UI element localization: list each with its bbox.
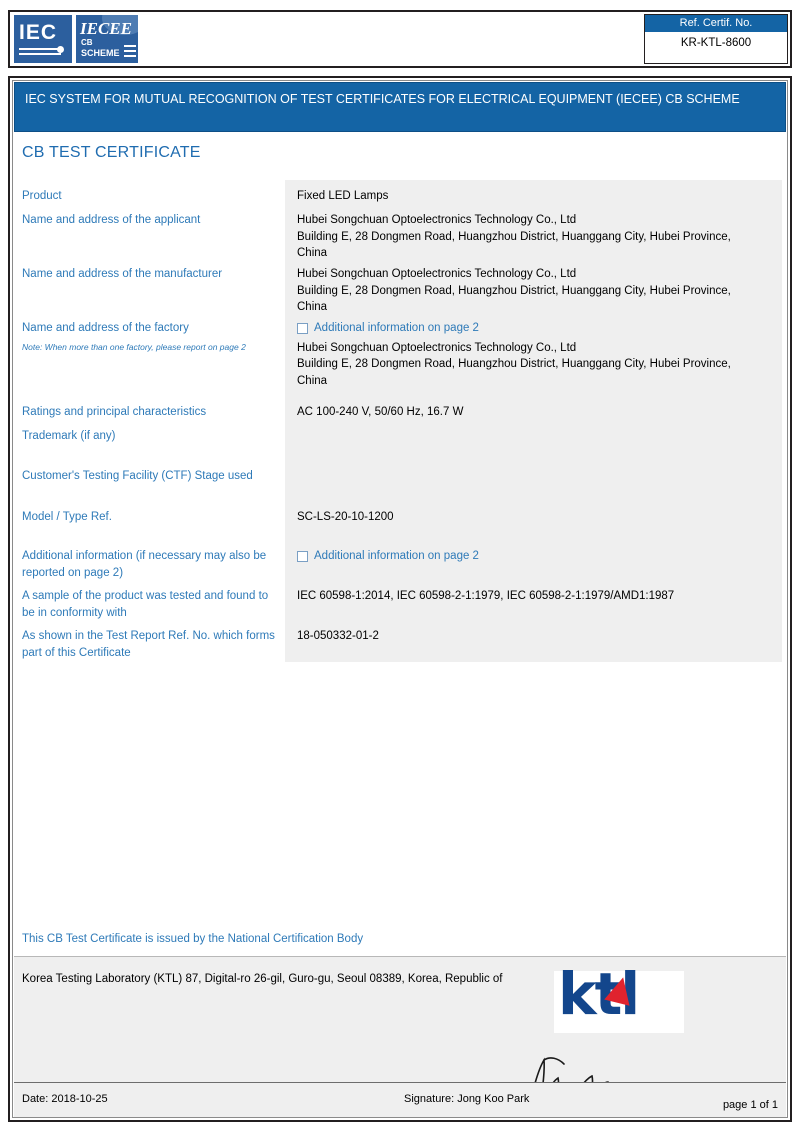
factory-line-3: China (297, 375, 328, 388)
label-trademark: Trademark (if any) (22, 430, 116, 442)
additional-info-checkbox-label: Additional information on page 2 (314, 550, 479, 562)
value-ratings: AC 100-240 V, 50/60 Hz, 16.7 W (297, 406, 464, 418)
label-test-report (22, 628, 280, 661)
label-manufacturer: Name and address of the manufacturer (22, 268, 223, 280)
additional-info-checkbox-row[interactable] (297, 548, 777, 565)
conformity-label-line-2: to be in conformity with (22, 590, 269, 619)
iecee-logo-bar-2 (124, 50, 136, 52)
manufacturer-line-3: China (297, 301, 328, 314)
ref-certif-no-value: KR-KTL-8600 (680, 37, 752, 50)
additional-info-label-line-1: Additional information (if necessary may also be (22, 550, 267, 562)
page-number: page 1 of 1 (722, 1099, 778, 1111)
ktl-logo-text: ktl (558, 960, 639, 1028)
ncb-name: Korea Testing Laboratory (KTL) (22, 973, 183, 985)
additional-info-label-line-2: reported on page 2) (22, 566, 124, 579)
factory-line-2: Building E, 28 Dongmen Road, Huangzhou District, Huanggang City, Hubei Province, (297, 358, 731, 371)
manufacturer-line-1: Hubei Songchuan Optoelectronics Technology Co., Ltd (297, 268, 577, 280)
label-model: Model / Type Ref. (22, 511, 112, 523)
certification-body-details (22, 971, 503, 989)
logo-group (14, 15, 138, 63)
issued-by-line: This CB Test Certificate is issued by the National Certification Body (22, 933, 364, 945)
value-product: Fixed LED Lamps (297, 190, 389, 202)
iec-logo-icon (14, 15, 72, 63)
iec-logo-dot (57, 46, 64, 53)
label-ctf-stage: Customer's Testing Facility (CTF) Stage used (22, 470, 253, 482)
iecee-logo-text: IECEE (80, 19, 132, 38)
applicant-line-3: China (297, 247, 328, 260)
iecee-logo-bar-3 (124, 55, 136, 57)
iecee-scheme-banner: IEC SYSTEM FOR MUTUAL RECOGNITION OF TEST CERTIFICATES FOR ELECTRICAL EQUIPMENT (IECEE) CB SCHEME (14, 82, 786, 132)
certificate-date: Date: 2018-10-25 (22, 1093, 108, 1105)
value-model: SC-LS-20-10-1200 (297, 511, 394, 523)
factory-note: Note: When more than one factory, please report on page 2 (22, 342, 246, 352)
value-manufacturer (297, 266, 777, 316)
factory-additional-info-label: Additional information on page 2 (314, 322, 479, 334)
checkbox-icon[interactable] (297, 551, 308, 562)
label-product: Product (22, 190, 62, 202)
label-conformity (22, 588, 280, 621)
test-report-label-line-2: forms part of this Certificate (22, 630, 275, 659)
label-applicant: Name and address of the applicant (22, 214, 201, 226)
applicant-line-1: Hubei Songchuan Optoelectronics Technology Co., Ltd (297, 214, 577, 226)
signature-name: Signature: Jong Koo Park (404, 1093, 530, 1105)
label-ratings: Ratings and principal characteristics (22, 406, 207, 418)
ktl-logo-icon (554, 960, 684, 1033)
factory-line-1: Hubei Songchuan Optoelectronics Technology Co., Ltd (297, 341, 577, 354)
page-title: CB TEST CERTIFICATE (22, 144, 201, 161)
iecee-logo-cb-text: CB (81, 38, 93, 47)
iec-logo-bar-top (19, 48, 61, 50)
label-factory: Name and address of the factory (22, 322, 189, 334)
value-applicant (297, 212, 777, 262)
label-additional-information (22, 548, 280, 581)
iec-logo-bar-bottom (19, 53, 61, 55)
factory-additional-info-checkbox-row[interactable] (297, 320, 777, 337)
ref-certif-no-label: Ref. Certif. No. (645, 15, 787, 32)
certificate-footer-bar (14, 1082, 786, 1117)
header-strip (8, 10, 792, 68)
ncb-address: 87, Digital-ro 26-gil, Guro-gu, Seoul 08389, Korea, Republic of (185, 973, 503, 985)
value-test-report-no: 18-050332-01-2 (297, 630, 379, 642)
value-factory (297, 320, 777, 390)
iec-logo-text: IEC (19, 21, 58, 44)
certificate-body (8, 76, 792, 1122)
iecee-logo-scheme-text: SCHEME (81, 48, 120, 58)
iecee-cb-scheme-logo-icon (76, 15, 138, 63)
conformity-label-line-1: A sample of the product was tested and found (22, 590, 256, 602)
iecee-logo-bar-1 (124, 45, 136, 47)
value-additional-information (297, 548, 777, 568)
ref-certif-no-box (644, 14, 788, 64)
test-report-label-line-1: As shown in the Test Report Ref. No. which (22, 630, 243, 642)
manufacturer-line-2: Building E, 28 Dongmen Road, Huangzhou District, Huanggang City, Hubei Province, (297, 284, 731, 297)
value-conformity-standards: IEC 60598-1:2014, IEC 60598-2-1:1979, IEC 60598-2-1:1979/AMD1:1987 (297, 590, 675, 602)
checkbox-icon[interactable] (297, 323, 308, 334)
applicant-line-2: Building E, 28 Dongmen Road, Huangzhou District, Huanggang City, Hubei Province, (297, 230, 731, 243)
